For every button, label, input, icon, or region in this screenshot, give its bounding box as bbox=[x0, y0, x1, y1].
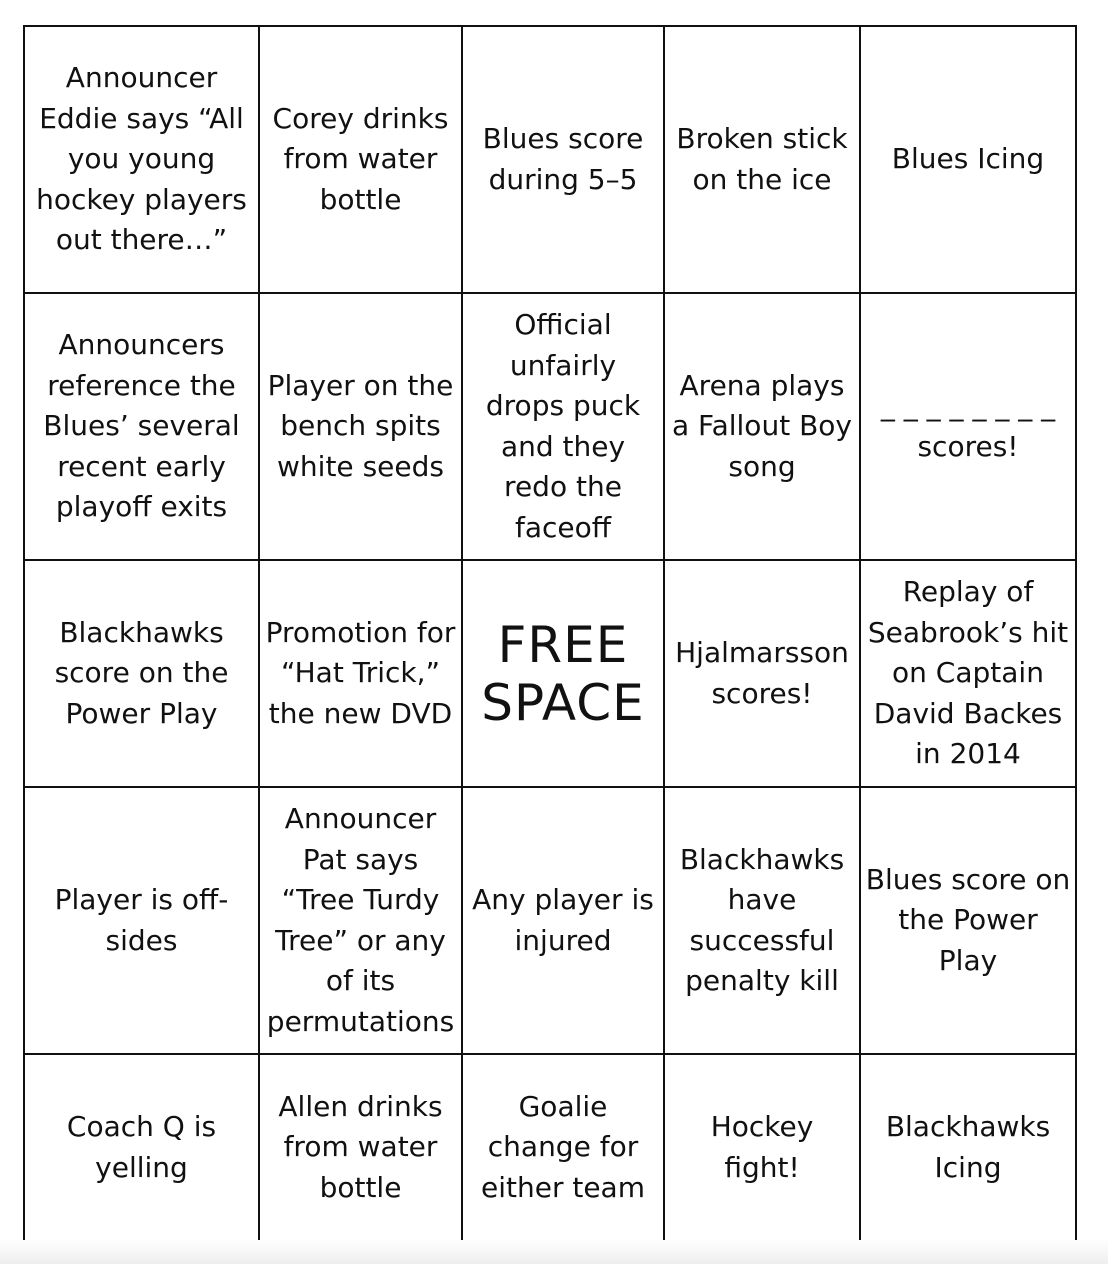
bingo-cell[interactable]: Promotion for “Hat Trick,” the new DVD bbox=[259, 560, 462, 787]
bingo-cell[interactable]: Blues Icing bbox=[860, 26, 1076, 293]
bingo-cell[interactable]: Blues score during 5–5 bbox=[462, 26, 664, 293]
bottom-shadow bbox=[0, 1240, 1108, 1264]
bingo-cell[interactable]: Hjalmarsson scores! bbox=[664, 560, 860, 787]
bingo-cell[interactable]: Blackhawks have successful penalty kill bbox=[664, 787, 860, 1054]
bingo-cell[interactable]: Hockey fight! bbox=[664, 1054, 860, 1241]
bingo-cell[interactable]: Corey drinks from water bottle bbox=[259, 26, 462, 293]
bingo-cell[interactable]: Player on the bench spits white seeds bbox=[259, 293, 462, 560]
board-row bbox=[24, 787, 1076, 1054]
bingo-cell[interactable]: _ _ _ _ _ _ _ _ scores! bbox=[860, 293, 1076, 560]
bingo-cell[interactable]: Announcer Pat says “Tree Turdy Tree” or any of its permutations bbox=[259, 787, 462, 1054]
bingo-cell[interactable]: Blues score on the Power Play bbox=[860, 787, 1076, 1054]
bingo-cell[interactable]: Arena plays a Fallout Boy song bbox=[664, 293, 860, 560]
bingo-cell[interactable]: Any player is injured bbox=[462, 787, 664, 1054]
bingo-cell[interactable]: Replay of Seabrook’s hit on Captain David Backes in 2014 bbox=[860, 560, 1076, 787]
board-row bbox=[24, 1054, 1076, 1241]
bingo-cell[interactable]: Official unfairly drops puck and they redo the faceoff bbox=[462, 293, 664, 560]
bingo-cell[interactable]: Goalie change for either team bbox=[462, 1054, 664, 1241]
bingo-cell[interactable]: Player is off-sides bbox=[24, 787, 259, 1054]
board-row bbox=[24, 560, 1076, 787]
free-space-cell[interactable]: FREE SPACE bbox=[462, 560, 664, 787]
bingo-cell[interactable]: Blackhawks Icing bbox=[860, 1054, 1076, 1241]
bingo-cell[interactable]: Allen drinks from water bottle bbox=[259, 1054, 462, 1241]
board-row bbox=[24, 26, 1076, 293]
bingo-cell[interactable]: Coach Q is yelling bbox=[24, 1054, 259, 1241]
bingo-cell[interactable]: Announcer Eddie says “All you young hockey players out there…” bbox=[24, 26, 259, 293]
bingo-board bbox=[23, 25, 1077, 1242]
bingo-cell[interactable]: Blackhawks score on the Power Play bbox=[24, 560, 259, 787]
board-row bbox=[24, 293, 1076, 560]
bingo-cell[interactable]: Broken stick on the ice bbox=[664, 26, 860, 293]
bingo-cell[interactable]: Announcers reference the Blues’ several recent early playoff exits bbox=[24, 293, 259, 560]
